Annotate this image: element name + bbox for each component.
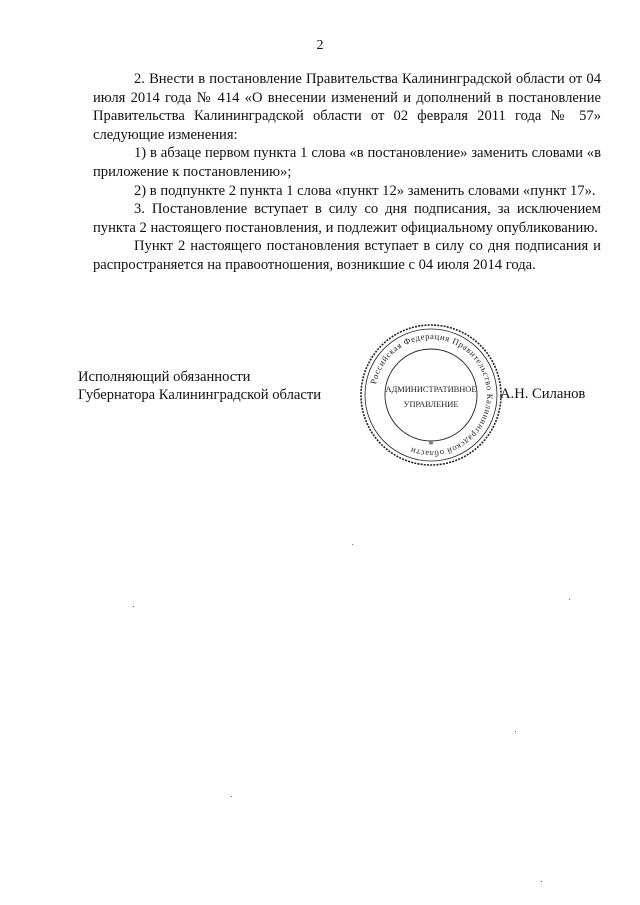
paragraph-point-2-effect: Пункт 2 настоящего постановления вступает в силу со дня подписания и распространяется на правоотношения, возникшие с 04 июля 2014 года. xyxy=(93,238,601,273)
document-body xyxy=(93,70,601,275)
scan-speck xyxy=(133,606,134,607)
signatory-position-line-2: Губернатора Калининградской области xyxy=(78,387,322,403)
paragraph-subitem-1: 1) в абзаце первом пункта 1 слова «в постановление» заменить словами «в приложение к постановлению»; xyxy=(93,145,601,180)
svg-text:Российская Федерация Правитель: Российская Федерация Правительство Калининградской области xyxy=(368,330,496,460)
signatory-position-line-1: Исполняющий обязанности xyxy=(78,369,251,385)
official-seal-stamp xyxy=(356,320,506,470)
scan-speck xyxy=(352,544,353,545)
paragraph-amendment: 2. Внести в постановление Правительства Калининградской области от 04 июля 2014 года № 414 «О внесении изменений и дополнений в постановление Правительства Калининградской области от 02 февраля 2011 года № 57» следующие изменения: xyxy=(93,71,601,143)
signatory-name: А.Н. Силанов xyxy=(500,386,586,402)
signatory-position xyxy=(78,368,321,404)
scan-speck xyxy=(569,599,570,600)
svg-text:АДМИНИСТРАТИВНОЕ: АДМИНИСТРАТИВНОЕ xyxy=(385,385,477,394)
paragraph-effective-date: 3. Постановление вступает в силу со дня подписания, за исключением пункта 2 настоящего постановления, и подлежит официальному опубликованию. xyxy=(93,201,601,236)
page-number: 2 xyxy=(316,38,324,53)
svg-text:УПРАВЛЕНИЕ: УПРАВЛЕНИЕ xyxy=(403,400,459,409)
scan-speck xyxy=(231,796,232,797)
scan-speck xyxy=(541,881,542,882)
svg-text:*: * xyxy=(428,440,434,451)
paragraph-subitem-2: 2) в подпункте 2 пункта 1 слова «пункт 12» заменить словами «пункт 17». xyxy=(134,182,596,199)
scan-speck xyxy=(515,731,516,732)
